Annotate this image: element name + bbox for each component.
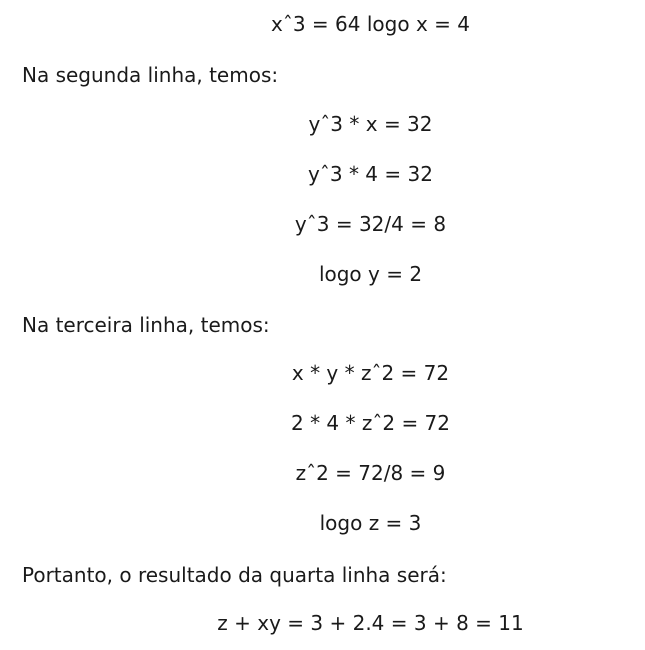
- paragraph-second-line: Na segunda linha, temos:: [22, 63, 279, 87]
- equation-logo-z: logo z = 3: [319, 511, 422, 535]
- paragraph-conclusion: Portanto, o resultado da quarta linha será:: [22, 563, 447, 587]
- equation-y-cubed-result: yˆ3 = 32/4 = 8: [294, 212, 447, 236]
- paragraph-third-line: Na terceira linha, temos:: [22, 313, 270, 337]
- equation-final-result: z + xy = 3 + 2.4 = 3 + 8 = 11: [217, 611, 524, 635]
- equation-xyz: x * y * zˆ2 = 72: [291, 361, 450, 385]
- equation-2-4-z: 2 * 4 * zˆ2 = 72: [290, 411, 451, 435]
- equation-y-cubed-4: yˆ3 * 4 = 32: [308, 162, 433, 186]
- equation-y-cubed-x: yˆ3 * x = 32: [308, 112, 433, 136]
- equation-z-squared: zˆ2 = 72/8 = 9: [295, 461, 446, 485]
- equation-x-cubed: xˆ3 = 64 logo x = 4: [271, 12, 470, 36]
- equation-logo-y: logo y = 2: [318, 262, 423, 286]
